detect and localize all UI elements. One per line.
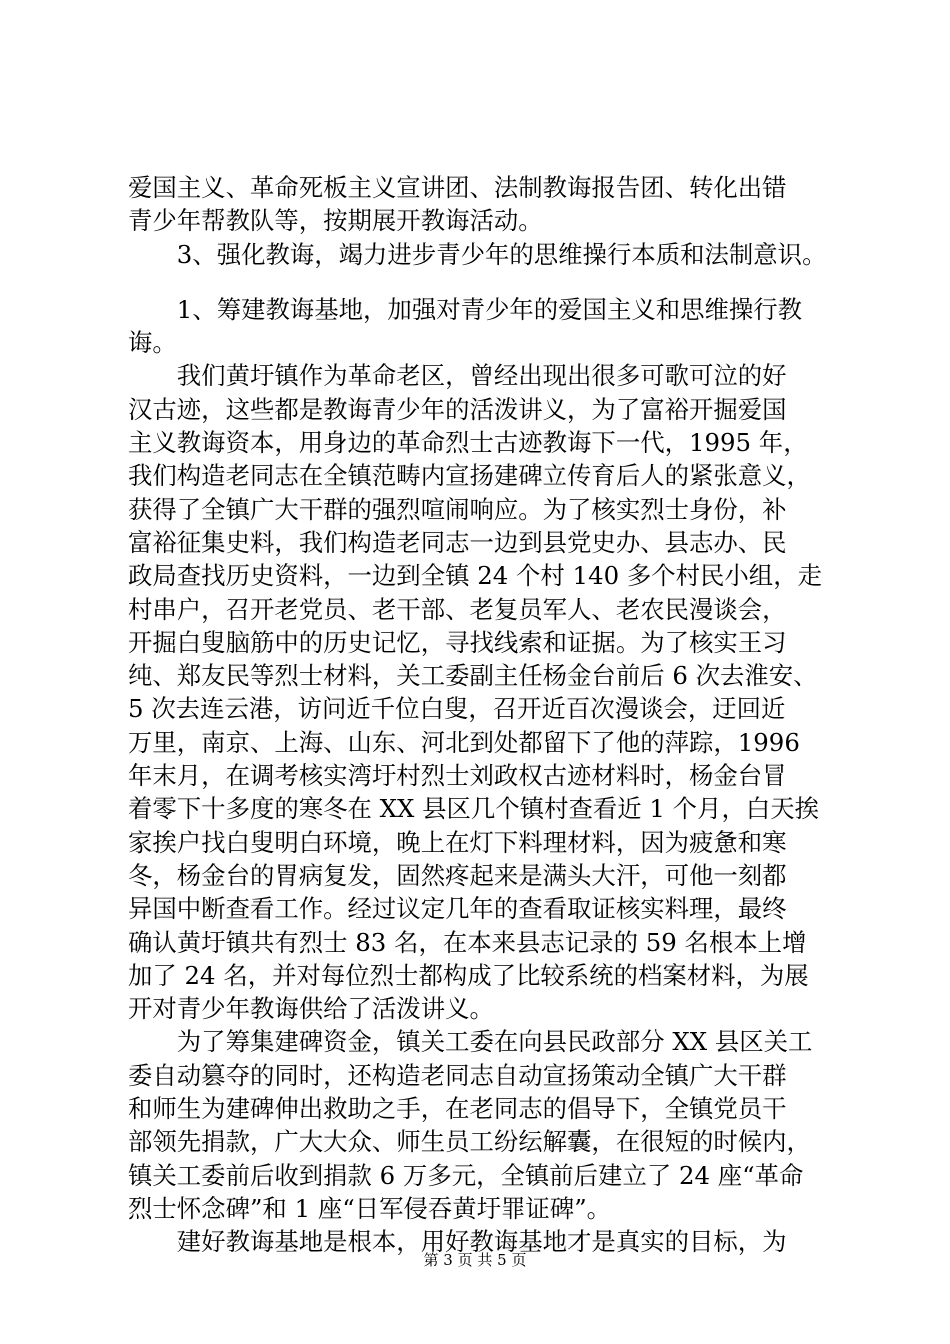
text-line: 镇关工委前后收到捐款 6 万多元，全镇前后建立了 24 座“革命 <box>128 1160 804 1190</box>
text-line: 建好教诲基地是根本，用好教诲基地才是真实的目标，为 <box>128 1227 787 1257</box>
text-line: 着零下十多度的寒冬在 XX 县区几个镇村查看近 1 个月，白天挨 <box>128 794 820 824</box>
text-line: 我们黄圩镇作为革命老区，曾经出现出很多可歌可泣的好 <box>128 361 787 391</box>
document-body <box>128 171 828 1259</box>
text-line: 主义教诲资本，用身边的革命烈士古迹教诲下一代，1995 年， <box>128 428 808 458</box>
text-line: 确认黄圩镇共有烈士 83 名，在本来县志记录的 59 名根本上增 <box>128 927 807 957</box>
text-line: 异国中断查看工作。经过议定几年的查看取证核实料理，最终 <box>128 894 787 924</box>
text-line: 富裕征集史料，我们构造老同志一边到县党史办、县志办、民 <box>128 527 787 557</box>
text-line: 村串户，召开老党员、老干部、老复员军人、老农民漫谈会， <box>128 594 787 624</box>
text-line: 3、强化教诲，竭力进步青少年的思维操行本质和法制意识。 <box>128 239 827 269</box>
text-line: 年末月，在调考核实湾圩村烈士刘政权古迹材料时，杨金台冒 <box>128 761 787 791</box>
text-line: 我们构造老同志在全镇范畴内宣扬建碑立传育后人的紧张意义， <box>128 461 811 491</box>
page-footer: 第 3 页 共 5 页 <box>423 1251 527 1269</box>
text-line: 5 次去连云港，访问近千位白叟，召开近百次漫谈会，迂回近 <box>128 694 786 724</box>
text-line: 烈士怀念碑”和 1 座“日军侵吞黄圩罪证碑”。 <box>128 1193 612 1223</box>
text-line: 冬，杨金台的胃病复发，固然疼起来是满头大汗，可他一刻都 <box>128 860 787 890</box>
text-line: 诲。 <box>128 328 177 358</box>
text-line: 部领先捐款，广大大众、师生员工纷纭解囊，在很短的时候内， <box>128 1127 811 1157</box>
text-line: 委自动篡夺的同时，还构造老同志自动宣扬策动全镇广大干群 <box>128 1060 787 1090</box>
text-line: 获得了全镇广大干群的强烈喧闹响应。为了核实烈士身份，补 <box>128 494 787 524</box>
text-line: 开掘白叟脑筋中的历史记忆，寻找线索和证据。为了核实王习 <box>128 627 787 657</box>
text-line: 汉古迹，这些都是教诲青少年的活泼讲义，为了富裕开掘爱国 <box>128 394 787 424</box>
text-line: 纯、郑友民等烈士材料，关工委副主任杨金台前后 6 次去淮安、 <box>128 661 818 691</box>
paragraph-gap <box>128 271 828 293</box>
text-line: 家挨户找白叟明白环境，晚上在灯下料理材料，因为疲惫和寒 <box>128 827 787 857</box>
text-line: 和师生为建碑伸出救助之手，在老同志的倡导下，全镇党员干 <box>128 1094 787 1124</box>
text-line: 万里，南京、上海、山东、河北到处都留下了他的萍踪，1996 <box>128 727 800 757</box>
text-line: 开对青少年教诲供给了活泼讲义。 <box>128 994 494 1024</box>
text-line: 为了筹集建碑资金，镇关工委在向县民政部分 XX 县区关工 <box>128 1027 813 1057</box>
text-line: 1、筹建教诲基地，加强对青少年的爱国主义和思维操行教 <box>128 294 803 324</box>
text-line: 政局查找历史资料，一边到全镇 24 个村 140 多个村民小组，走 <box>128 561 822 591</box>
text-line: 加了 24 名，并对每位烈士都构成了比较系统的档案材料，为展 <box>128 960 809 990</box>
text-line: 爱国主义、革命死板主义宣讲团、法制教诲报告团、转化出错 <box>128 173 787 202</box>
text-line: 青少年帮教队等，按期展开教诲活动。 <box>128 206 543 236</box>
